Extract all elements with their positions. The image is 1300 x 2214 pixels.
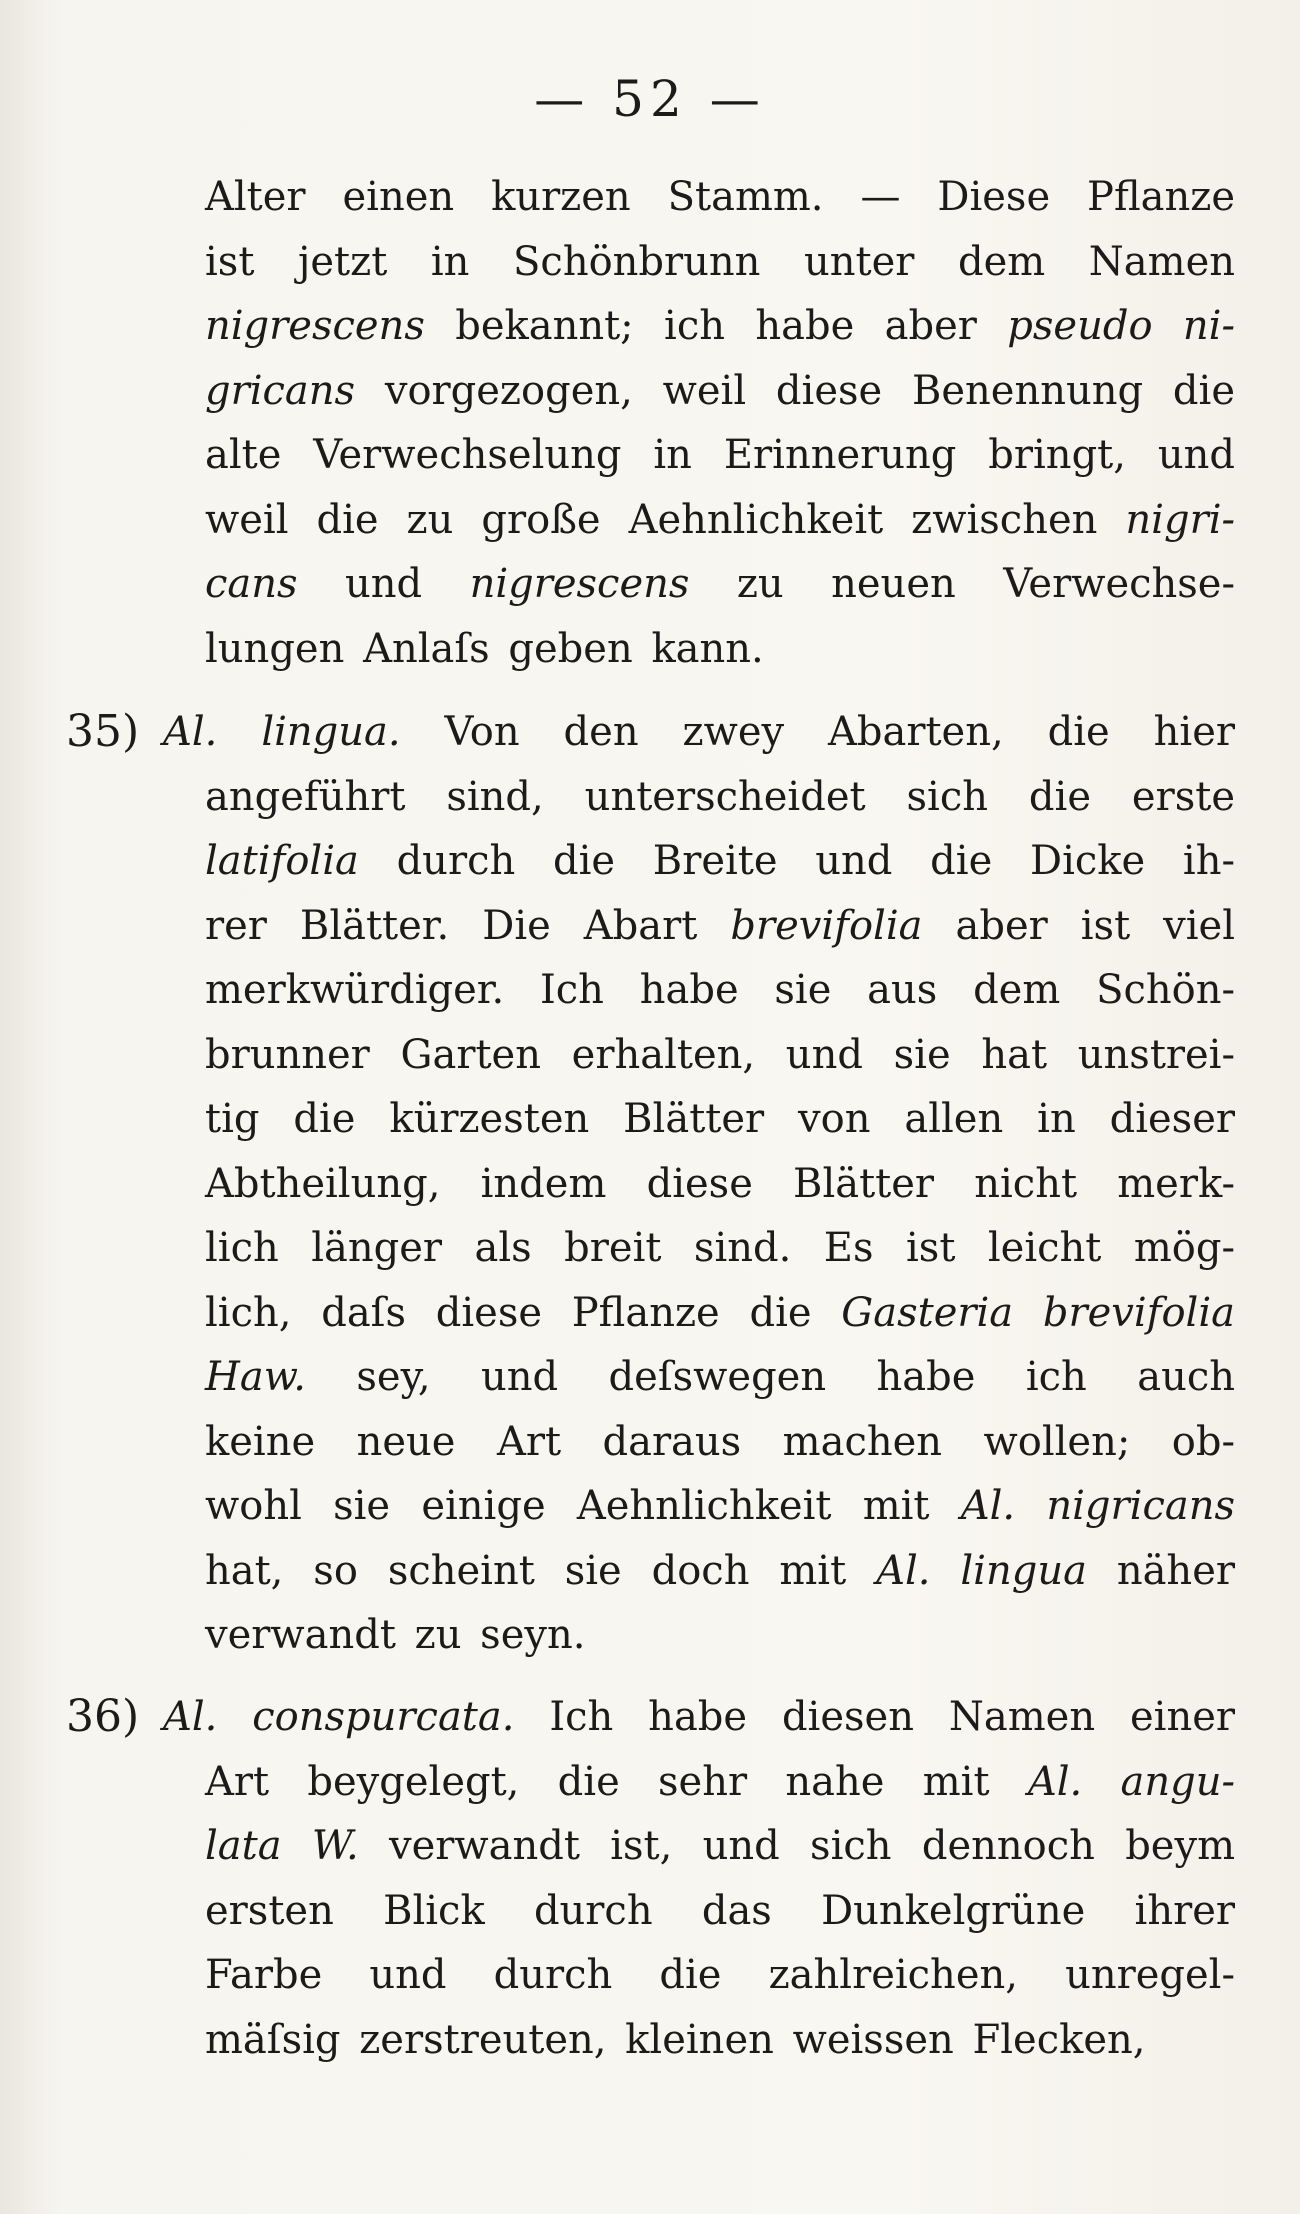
text-line — [205, 958, 1235, 1023]
text-line — [205, 894, 1235, 959]
text-run: aber ist viel — [922, 902, 1236, 949]
text-line — [205, 1603, 1235, 1668]
italic-term: nigrescens — [205, 303, 425, 349]
paragraph-entry-al-lingua — [163, 700, 1236, 1668]
text-line — [205, 1750, 1235, 1815]
text-line — [205, 1539, 1235, 1604]
text-line — [205, 617, 1235, 682]
text-run: ersten Blick durch das Dunkelgrüne ihrer — [205, 1887, 1235, 1934]
italic-term: Al. nigricans — [960, 1483, 1235, 1529]
text-line — [205, 1345, 1235, 1410]
text-line — [205, 488, 1235, 553]
text-run: alte Verwechselung in Erinnerung bringt, und — [205, 432, 1235, 478]
italic-term: Al. conspurcata. — [163, 1694, 515, 1740]
entry-number: 35) — [66, 706, 140, 757]
text-line — [205, 1879, 1235, 1944]
text-line — [205, 423, 1235, 488]
page-number: — 52 — — [534, 70, 766, 128]
text-run: verwandt ist, und sich dennoch beym — [358, 1823, 1235, 1869]
text-run: weil die zu große Aehnlichkeit zwischen — [205, 496, 1126, 543]
text-line — [205, 1281, 1235, 1346]
text-run: lungen Anlaſs geben kann. — [205, 625, 764, 672]
italic-term: brevifolia — [730, 902, 923, 949]
text-line — [205, 1087, 1235, 1152]
italic-term: pseudo ni- — [1007, 303, 1235, 349]
text-run: lich, daſs diese Pflanze die — [205, 1289, 842, 1336]
paragraph-continuation — [205, 165, 1235, 681]
text-run: und — [297, 561, 470, 607]
entry-number: 36) — [66, 1691, 140, 1742]
text-line — [205, 1152, 1235, 1217]
text-run: angeführt sind, unterscheidet sich die erste — [205, 773, 1235, 820]
italic-term: Gasteria brevifolia — [841, 1289, 1235, 1336]
text-run: Farbe und durch die zahlreichen, unregel- — [205, 1952, 1235, 1998]
italic-term: latifolia — [205, 838, 359, 884]
text-run: mäſsig zerstreuten, kleinen weissen Flecken, — [205, 2016, 1146, 2063]
text-run: rer Blätter. Die Abart — [205, 902, 731, 949]
text-run: merkwürdiger. Ich habe sie aus dem Schön- — [205, 967, 1235, 1013]
text-run: brunner Garten erhalten, und sie hat unstrei- — [205, 1031, 1235, 1078]
text-run: Ich habe diesen Namen einer — [514, 1694, 1235, 1740]
text-run: tig die kürzesten Blätter von allen in dieser — [205, 1096, 1235, 1142]
text-line — [205, 294, 1235, 359]
text-run: näher — [1086, 1547, 1235, 1594]
text-run: zu neuen Verwechse- — [689, 561, 1235, 607]
text-run: wohl sie einige Aehnlichkeit mit — [205, 1483, 961, 1529]
text-line — [205, 1474, 1235, 1539]
text-run: lich länger als breit sind. Es ist leicht mög- — [205, 1225, 1235, 1271]
text-line — [205, 230, 1235, 295]
text-run: Von den zwey Abarten, die hier — [400, 709, 1235, 755]
text-run: Alter einen kurzen Stamm. — Diese Pflanze — [205, 174, 1235, 220]
text-line — [163, 700, 1235, 765]
text-run: vorgezogen, weil diese Benennung die — [355, 367, 1235, 414]
text-run: sey, und deſswegen habe ich auch — [305, 1354, 1235, 1400]
text-line — [205, 1023, 1235, 1088]
text-run: hat, so scheint sie doch mit — [205, 1547, 877, 1594]
text-line — [205, 2008, 1235, 2073]
italic-term: nigri- — [1125, 496, 1235, 543]
italic-term: gricans — [205, 367, 356, 414]
text-line — [205, 552, 1235, 617]
italic-term: Al. angu- — [1027, 1758, 1236, 1805]
text-line — [205, 1410, 1235, 1475]
text-line — [205, 765, 1235, 830]
text-line — [205, 165, 1235, 230]
text-run: Art beygelegt, die sehr nahe mit — [205, 1758, 1028, 1805]
italic-term: Haw. — [205, 1354, 306, 1400]
italic-term: nigrescens — [469, 561, 690, 607]
text-run: durch die Breite und die Dicke ih- — [358, 838, 1235, 884]
text-run: Abtheilung, indem diese Blätter nicht merk- — [205, 1160, 1235, 1207]
paragraph-entry-al-conspurcata — [163, 1685, 1236, 2072]
text-line — [205, 829, 1235, 894]
text-line — [205, 1814, 1235, 1879]
text-line — [205, 1216, 1235, 1281]
italic-term: lata W. — [205, 1823, 359, 1869]
text-run: keine neue Art daraus machen wollen; ob- — [205, 1418, 1235, 1465]
text-line — [205, 1943, 1235, 2008]
text-run: ist jetzt in Schönbrunn unter dem Namen — [205, 238, 1235, 285]
text-line — [163, 1685, 1235, 1750]
italic-term: Al. lingua — [876, 1547, 1087, 1594]
text-run: bekannt; ich habe aber — [424, 303, 1008, 349]
italic-term: Al. lingua. — [163, 709, 401, 755]
text-run: verwandt zu seyn. — [205, 1612, 586, 1658]
italic-term: cans — [205, 561, 298, 607]
text-line — [205, 359, 1235, 424]
